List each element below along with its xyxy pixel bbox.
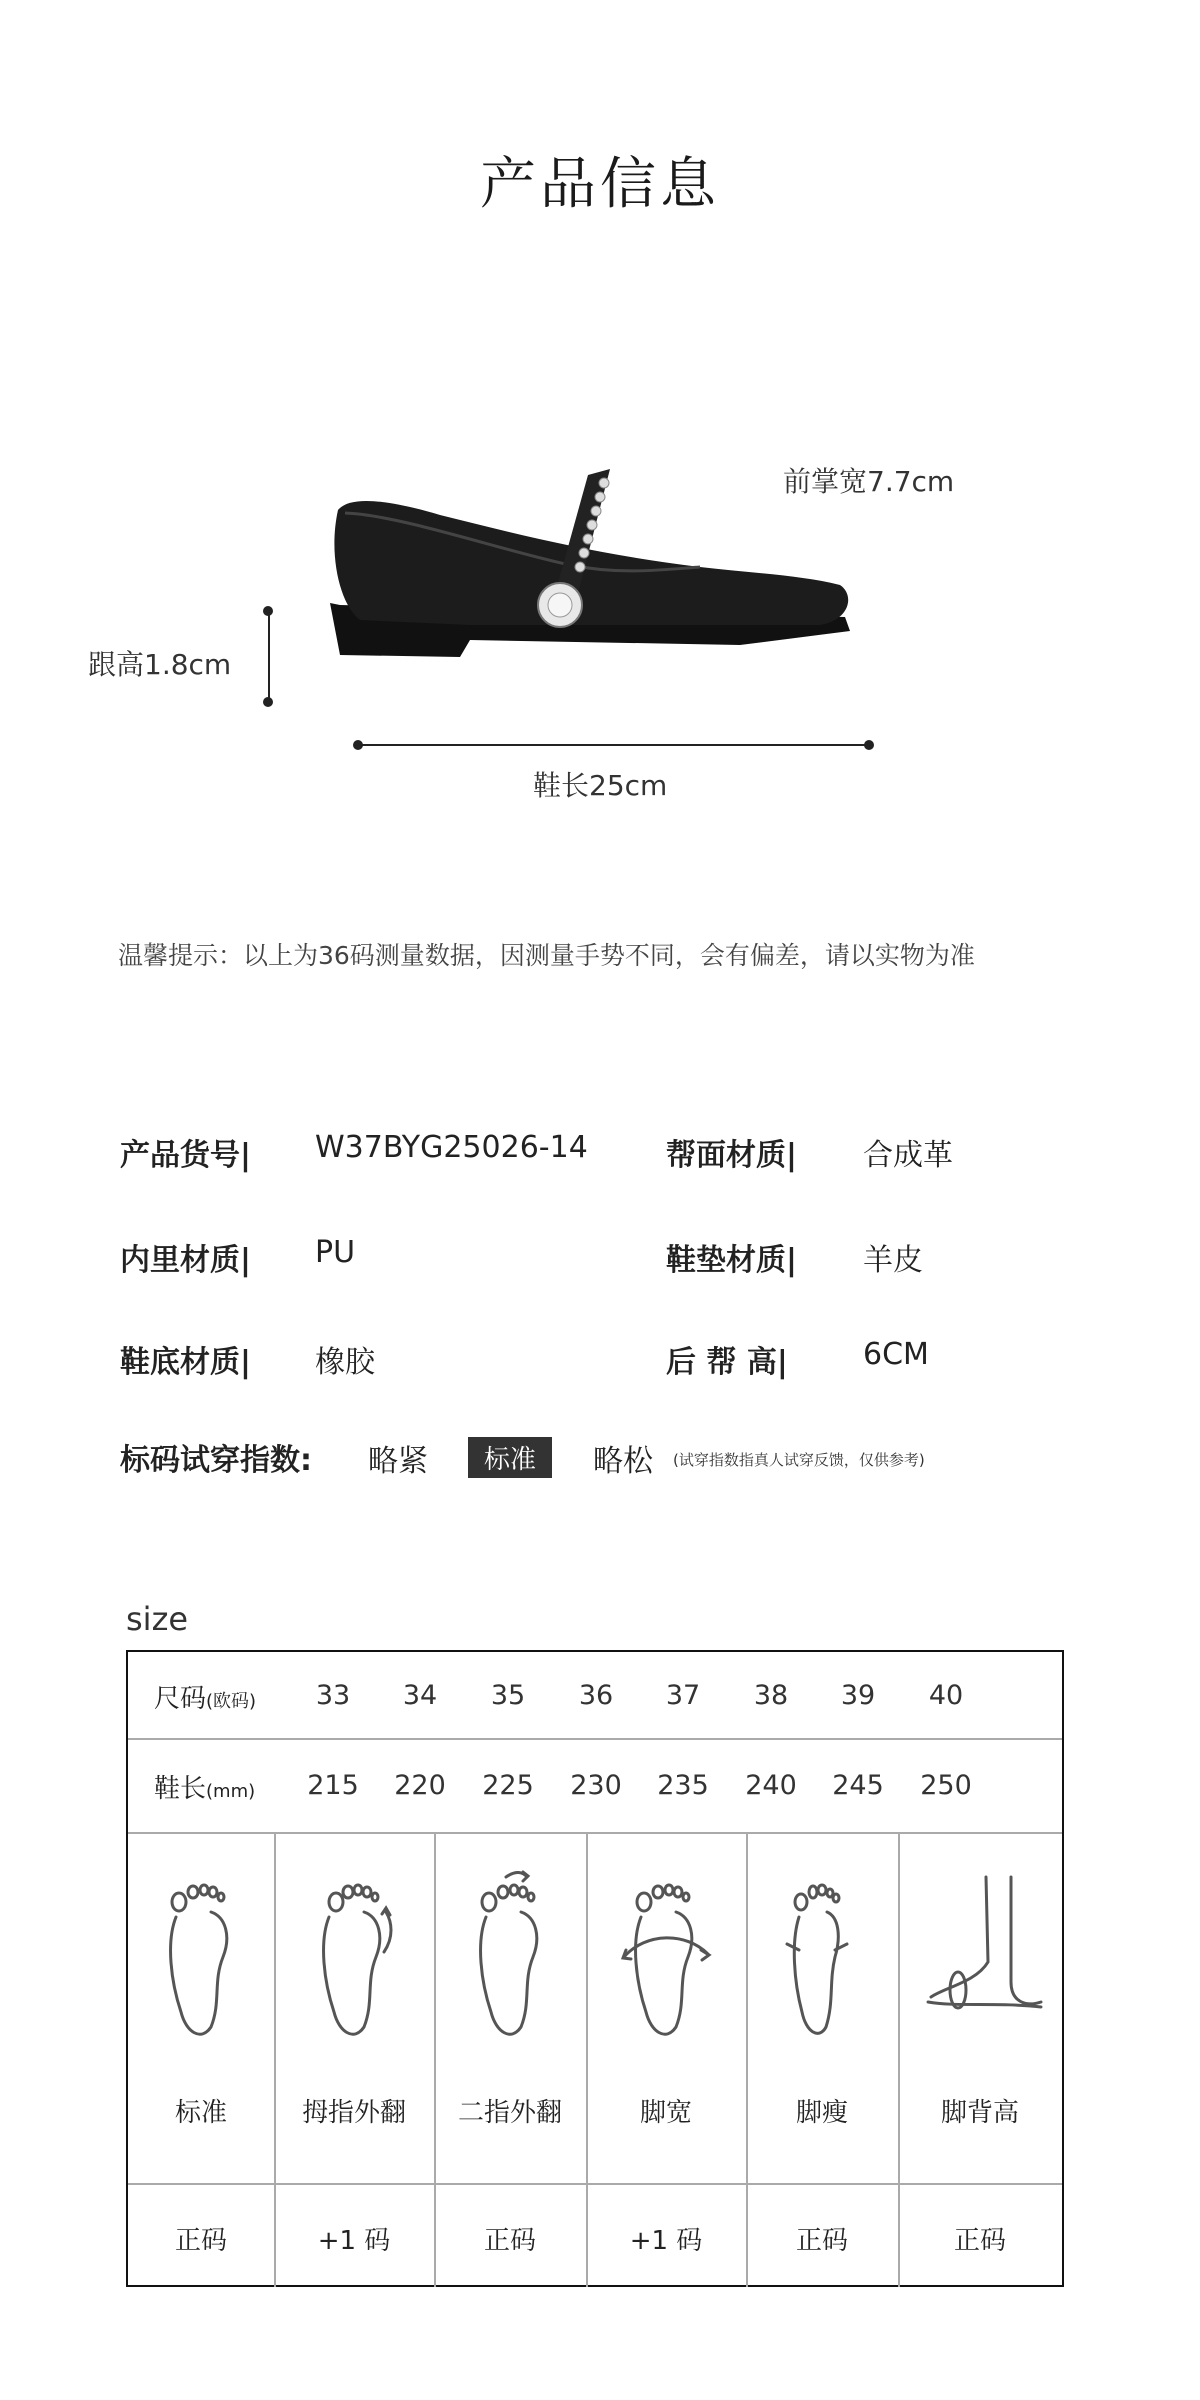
spec-value-heel-counter-height: 6CM [863, 1337, 929, 1372]
length-row-header [154, 1768, 255, 1805]
fit-option-loose: 略松 [593, 1444, 653, 1479]
table-divider [746, 1832, 748, 2287]
length-cell: 235 [657, 1770, 709, 1801]
bunion-foot-icon [304, 1862, 404, 2052]
table-divider [586, 1832, 588, 2287]
size-advice-high-instep: 正码 [953, 2226, 1006, 2256]
size-row-header [154, 1678, 256, 1715]
size-cell: 40 [928, 1680, 964, 1711]
spec-label-heel-counter-height: 后 帮 高| [666, 1345, 788, 1380]
size-advice-wide: +1 码 [629, 2226, 703, 2256]
table-divider [128, 2183, 1062, 2185]
size-row-label: 尺码 [154, 1684, 207, 1714]
length-cell: 250 [920, 1770, 972, 1801]
spec-value-item-no: W37BYG25026-14 [315, 1130, 588, 1165]
spec-label-upper-material: 帮面材质| [666, 1138, 797, 1173]
shoe-length-label: 鞋长25cm [533, 769, 668, 802]
spec-label-insole-material: 鞋垫材质| [666, 1243, 797, 1278]
spec-value-upper-material: 合成革 [863, 1138, 953, 1173]
foot-type-label-narrow: 脚瘦 [795, 2098, 848, 2128]
heel-height-label: 跟高1.8cm [88, 648, 232, 681]
size-advice-second-toe: 正码 [483, 2226, 536, 2256]
spec-value-sole-material: 橡胶 [315, 1345, 375, 1380]
fit-index-title: 标码试穿指数: [120, 1443, 312, 1478]
size-cell: 33 [315, 1680, 351, 1711]
length-cell: 230 [570, 1770, 622, 1801]
foot-type-label-standard: 标准 [174, 2098, 227, 2128]
fit-option-standard-selected: 标准 [468, 1437, 552, 1478]
foot-type-label-high-instep: 脚背高 [940, 2098, 1019, 2128]
length-cell: 225 [482, 1770, 534, 1801]
length-cell: 240 [745, 1770, 797, 1801]
size-advice-bunion: +1 码 [317, 2226, 391, 2256]
length-cell: 245 [832, 1770, 884, 1801]
spec-label-sole-material: 鞋底材质| [120, 1345, 251, 1380]
shoe-length-line [357, 744, 869, 746]
size-cell: 38 [753, 1680, 789, 1711]
table-divider [128, 1832, 1062, 1834]
size-cell: 37 [665, 1680, 701, 1711]
foot-type-label-second-toe: 二指外翻 [457, 2098, 562, 2128]
size-section-label: size [126, 1600, 189, 1638]
table-divider [898, 1832, 900, 2287]
forefoot-width-label: 前掌宽7.7cm [783, 465, 955, 498]
size-advice-narrow: 正码 [795, 2226, 848, 2256]
measurement-tip: 温馨提示：以上为36码测量数据，因测量手势不同，会有偏差，请以实物为准 [118, 941, 975, 970]
size-cell: 35 [490, 1680, 526, 1711]
spec-label-item-no: 产品货号| [120, 1138, 251, 1173]
size-cell: 34 [402, 1680, 438, 1711]
table-divider [274, 1832, 276, 2287]
fit-option-tight: 略紧 [368, 1444, 428, 1479]
heel-height-line-top-dot [263, 606, 273, 616]
spec-label-lining-material: 内里材质| [120, 1243, 251, 1278]
size-cell: 36 [578, 1680, 614, 1711]
table-divider [434, 1832, 436, 2287]
length-row-label: 鞋长 [154, 1774, 207, 1804]
size-row-unit: (欧码) [206, 1691, 257, 1712]
table-divider [128, 1738, 1062, 1740]
spec-value-insole-material: 羊皮 [863, 1243, 923, 1278]
size-cell: 39 [840, 1680, 876, 1711]
foot-type-label-wide: 脚宽 [639, 2098, 692, 2128]
spec-value-lining-material: PU [315, 1235, 356, 1270]
standard-foot-icon [151, 1862, 251, 2052]
shoe-length-line-right-dot [864, 740, 874, 750]
length-row-unit: (mm) [206, 1781, 256, 1802]
high-instep-foot-icon [916, 1862, 1056, 2052]
heel-height-line [268, 610, 270, 702]
wide-foot-icon [616, 1862, 716, 2052]
length-cell: 215 [307, 1770, 359, 1801]
shoe-image [320, 455, 860, 685]
shoe-length-line-left-dot [353, 740, 363, 750]
size-advice-standard: 正码 [174, 2226, 227, 2256]
heel-height-line-bottom-dot [263, 697, 273, 707]
foot-type-label-bunion: 拇指外翻 [301, 2098, 406, 2128]
second-toe-foot-icon [461, 1862, 561, 2052]
length-cell: 220 [394, 1770, 446, 1801]
narrow-foot-icon [769, 1862, 869, 2052]
fit-index-note: (试穿指数指真人试穿反馈，仅供参考) [673, 1451, 925, 1469]
page-title: 产品信息 [480, 152, 720, 217]
size-table [126, 1650, 1064, 2287]
